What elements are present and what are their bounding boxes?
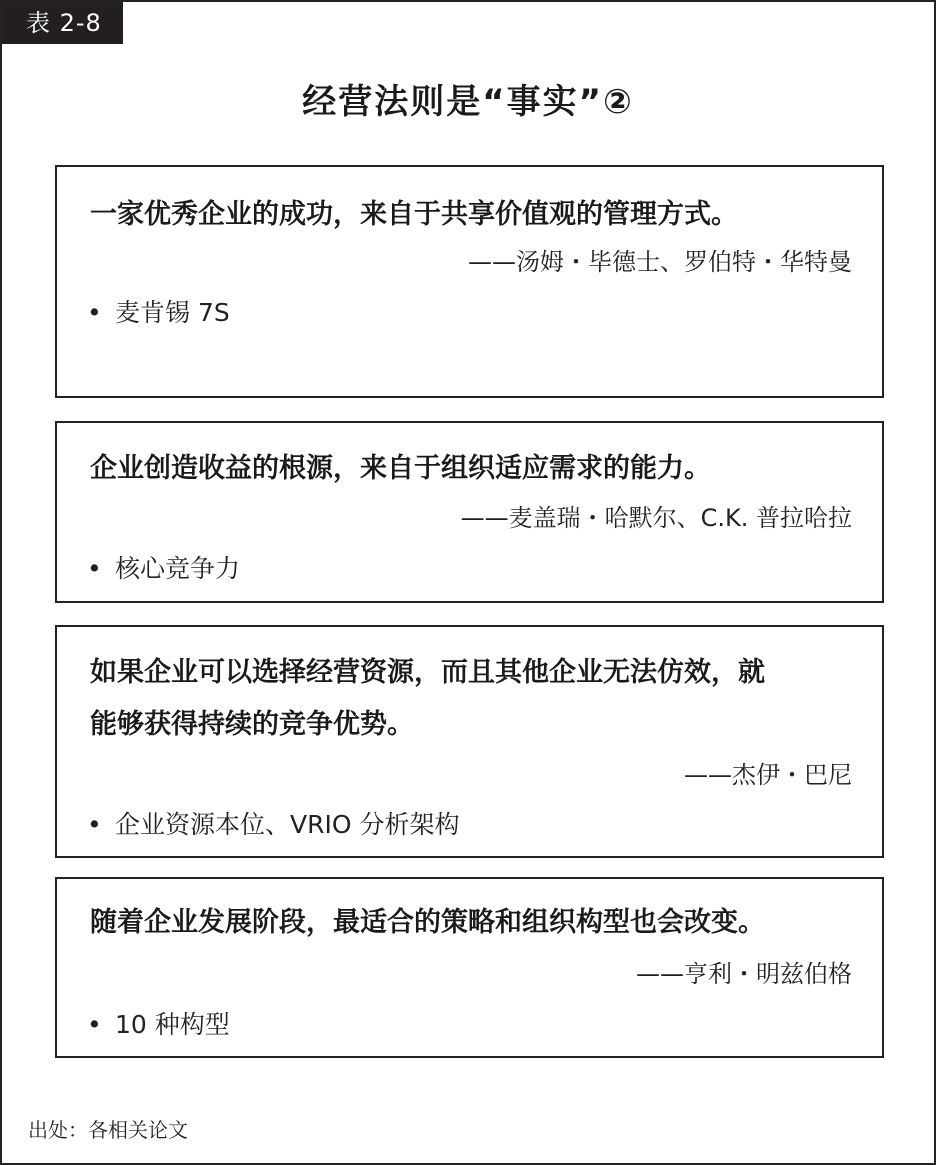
principle-quote: 企业创造收益的根源，来自于组织适应需求的能力。 [90,453,711,484]
principle-author: ——麦盖瑞・哈默尔、C.K. 普拉哈拉 [460,504,852,532]
bullet-dot: • [87,554,102,583]
principle-box-3 [55,625,884,858]
principle-keyword [87,549,240,585]
principle-box-1 [55,165,884,398]
principle-keyword-text: 10 种构型 [115,1010,230,1039]
principle-quote: 随着企业发展阶段，最适合的策略和组织构型也会改变。 [90,907,765,938]
principle-keyword-text: 核心竞争力 [115,554,241,583]
principle-box-4 [55,877,884,1058]
principle-keyword [87,1005,230,1041]
principle-author: ——杰伊・巴尼 [684,761,852,789]
principle-quote: 一家优秀企业的成功，来自于共享价值观的管理方式。 [90,199,738,230]
principle-keyword [87,805,459,841]
principle-keyword [87,293,230,329]
principle-quote-line-1: 如果企业可以选择经营资源，而且其他企业无法仿效，就 [90,657,765,688]
source-note: 出处：各相关论文 [28,1118,188,1142]
bullet-dot: • [87,1010,102,1039]
principle-box-2 [55,421,884,603]
principle-author: ——亨利・明兹伯格 [636,960,852,988]
principle-author: ——汤姆・毕德士、罗伯特・华特曼 [468,248,852,276]
bullet-dot: • [87,298,102,327]
principle-keyword-text: 企业资源本位、VRIO 分析架构 [115,810,460,839]
principle-keyword-text: 麦肯锡 7S [115,298,230,327]
table-number-tag: 表 2-8 [2,2,123,44]
page-title: 经营法则是“事实”② [302,82,634,122]
principle-quote-line-2: 能够获得持续的竞争优势。 [90,709,414,740]
bullet-dot: • [87,810,102,839]
